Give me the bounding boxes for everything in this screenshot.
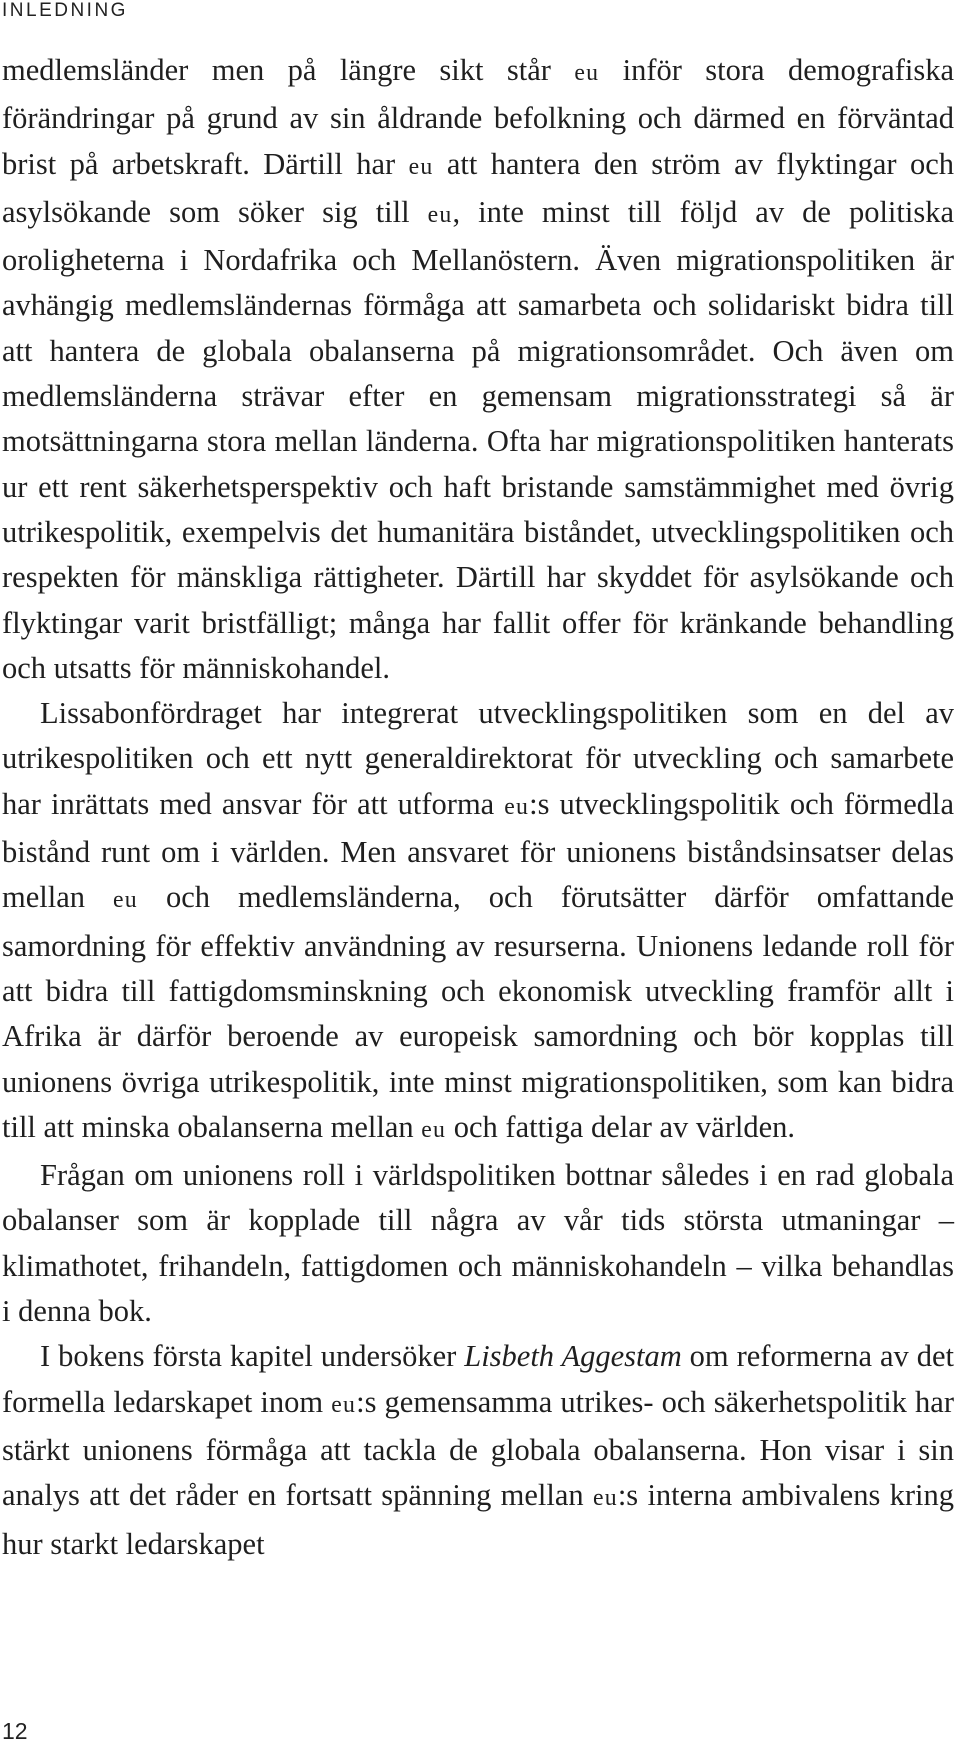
text-run: Lissabonfördraget har integrerat utvecklingspolitiken som en del av utrikespolitiken och ett nytt generaldirektorat för utveckling och samarbete har inrättats med ansvar för att utforma (2, 696, 954, 821)
paragraph (2, 1334, 954, 1566)
paragraph (2, 1153, 954, 1334)
eu-abbreviation: eu (504, 793, 530, 820)
text-run: om reformerna av det formella ledarskapet inom (2, 1339, 954, 1419)
paragraph (2, 691, 954, 1153)
text-run: och medlemsländerna, och förutsätter därför omfattande samordning för effektiv användning av resurserna. Unionens ledande roll för att bidra till fattigdomsminskning och ekonomisk utveckling framför allt i Afrika är därför beroende av europeisk samordning och bör kopplas till unionens övriga utrikespolitik, inte minst migrationspolitiken, som kan bidra till att minska obalanserna mellan (2, 880, 955, 1144)
text-run: , inte minst till följd av de politiska oroligheterna i Nordafrika och Mellanöstern. Även migrationspolitiken är avhängig medlemsländernas förmåga att samarbeta och solidariskt bidra till att hantera de globala obalanserna på migrationsområdet. Och även om medlemsländerna strävar efter en gemensam migrationsstrategi så är motsättningarna stora mellan länderna. Ofta har migrationspolitiken hanterats ur ett rent säkerhetsperspektiv och haft bristande samstämmighet med övrig utrikespolitik, exempelvis det humanitära biståndet, utvecklingspolitiken och respekten för mänskliga rättigheter. Därtill har skyddet för asylsökande och flyktingar varit bristfälligt; många har fallit offer för kränkande behandling och utsatts för människohandel. (2, 194, 954, 685)
author-name: Lisbeth Aggestam (464, 1339, 682, 1374)
eu-abbreviation: eu (113, 887, 138, 914)
text-run: :s interna ambivalens kring hur starkt ledarskapet (2, 1478, 954, 1561)
eu-abbreviation: eu (408, 153, 434, 180)
eu-abbreviation: eu (427, 201, 453, 228)
paragraph (2, 48, 954, 691)
text-run: att hantera den ström av flyktingar och asylsökande som söker sig till (2, 146, 954, 229)
eu-abbreviation: eu (421, 1116, 447, 1143)
text-run: och fattiga delar av världen. (446, 1109, 796, 1144)
text-run: medlemsländer men på längre sikt står (2, 53, 575, 87)
text-run: :s utvecklingspolitik och förmedla bistånd runt om i världen. Men ansvaret för unionens biståndsinsatser delas mellan (2, 786, 954, 915)
text-run: :s gemensamma utrikes- och säkerhetspolitik har stärkt unionens förmåga att tackla de globala obalanserna. Hon visar i sin analys att det råder en fortsatt spänning mellan (2, 1384, 954, 1513)
eu-abbreviation: eu (574, 60, 600, 86)
page-number: 12 (2, 1718, 28, 1744)
text-run: I bokens första kapitel undersöker (40, 1339, 465, 1374)
text-run: inför stora demografiska förändringar på grund av sin åldrande befolkning och därmed en förväntad brist på arbetskraft. Därtill har (2, 53, 954, 181)
running-head: INLEDNING (2, 0, 128, 21)
text-run: Frågan om unionens roll i världspolitiken bottnar således i en rad globala obalanser som är kopplade till några av vår tids största utmaningar – klimathotet, frihandeln, fattigdomen och människohandeln – vilka behandlas i denna bok. (2, 1158, 954, 1329)
eu-abbreviation: eu (331, 1391, 357, 1418)
body-text (2, 48, 954, 1567)
eu-abbreviation: eu (592, 1485, 618, 1512)
